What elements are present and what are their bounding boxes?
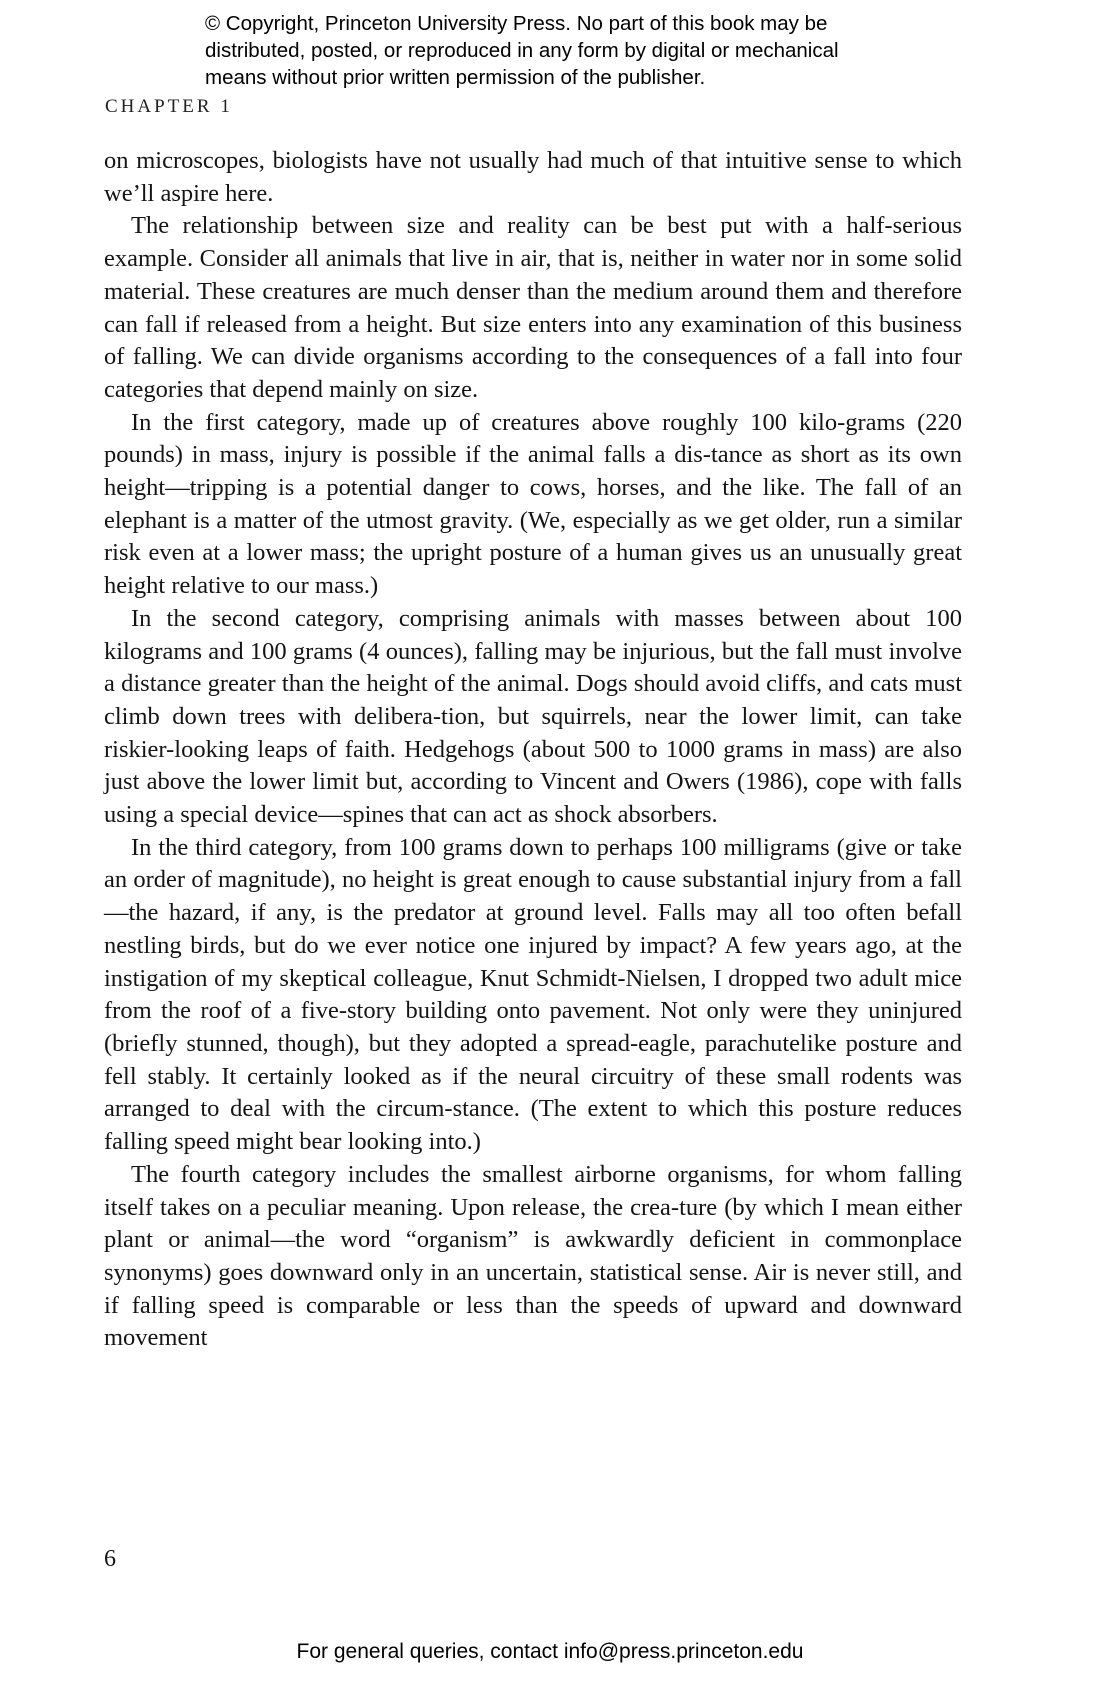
- paragraph: The relationship between size and reality can be best put with a half-serious example. Consider all animals that live in air, that is, neither in water nor in some solid material. These creatures are much denser than the medium around them and therefore can fall if released from a height. But size enters into any examination of this business of falling. We can divide organisms according to the consequences of a fall into four categories that depend mainly on size.: [104, 212, 962, 403]
- paragraph: In the first category, made up of creatures above roughly 100 kilo-grams (220 pounds) in mass, injury is possible if the animal falls a dis-tance as short as its own height—tripping is a potential danger to cows, horses, and the like. The fall of an elephant is a matter of the utmost gravity. (We, especially as we get older, run a similar risk even at a lower mass; the upright posture of a human gives us an unusually great height relative to our mass.): [104, 408, 962, 600]
- footer-contact: For general queries, contact info@press.princeton.edu: [296, 1640, 804, 1663]
- copyright-notice: [205, 10, 965, 91]
- running-head: CHAPTER 1: [105, 96, 233, 117]
- paragraph: In the second category, comprising animals with masses between about 100 kilograms and 100 grams (4 ounces), falling may be injurious, but the fall must involve a distance greater than the height of the animal. Dogs should avoid cliffs, and cats must climb down trees with delibera-tion, but squirrels, near the lower limit, can take riskier-looking leaps of faith. Hedgehogs (about 500 to 1000 grams in mass) are also just above the lower limit but, according to Vincent and Owers (1986), cope with falls using a special device—spines that can act as shock absorbers.: [104, 604, 962, 829]
- copyright-line: © Copyright, Princeton University Press. No part of this book may be: [205, 12, 828, 35]
- body-text: [104, 145, 962, 1355]
- page-number: 6: [104, 1546, 116, 1572]
- paragraph: on microscopes, biologists have not usually had much of that intuitive sense to which we’ll aspire here.: [104, 147, 962, 207]
- copyright-line: means without prior written permission of the publisher.: [205, 66, 706, 89]
- copyright-line: distributed, posted, or reproduced in any form by digital or mechanical: [205, 39, 839, 62]
- paragraph: The fourth category includes the smallest airborne organisms, for whom falling itself takes on a peculiar meaning. Upon release, the crea-ture (by which I mean either plant or animal—the word “organism” is awkwardly deficient in commonplace synonyms) goes downward only in an uncertain, statistical sense. Air is never still, and if falling speed is comparable or less than the speeds of upward and downward movement: [104, 1160, 962, 1352]
- paragraph: In the third category, from 100 grams down to perhaps 100 milligrams (give or take an order of magnitude), no height is great enough to cause substantial injury from a fall—the hazard, if any, is the predator at ground level. Falls may all too often befall nestling birds, but do we ever notice one injured by impact? A few years ago, at the instigation of my skeptical colleague, Knut Schmidt-Nielsen, I dropped two adult mice from the roof of a five-story building onto pavement. Not only were they uninjured (briefly stunned, though), but they adopted a spread-eagle, parachutelike posture and fell stably. It certainly looked as if the neural circuitry of these small rodents was arranged to deal with the circum-stance. (The extent to which this posture reduces falling speed might bear looking into.): [104, 833, 962, 1156]
